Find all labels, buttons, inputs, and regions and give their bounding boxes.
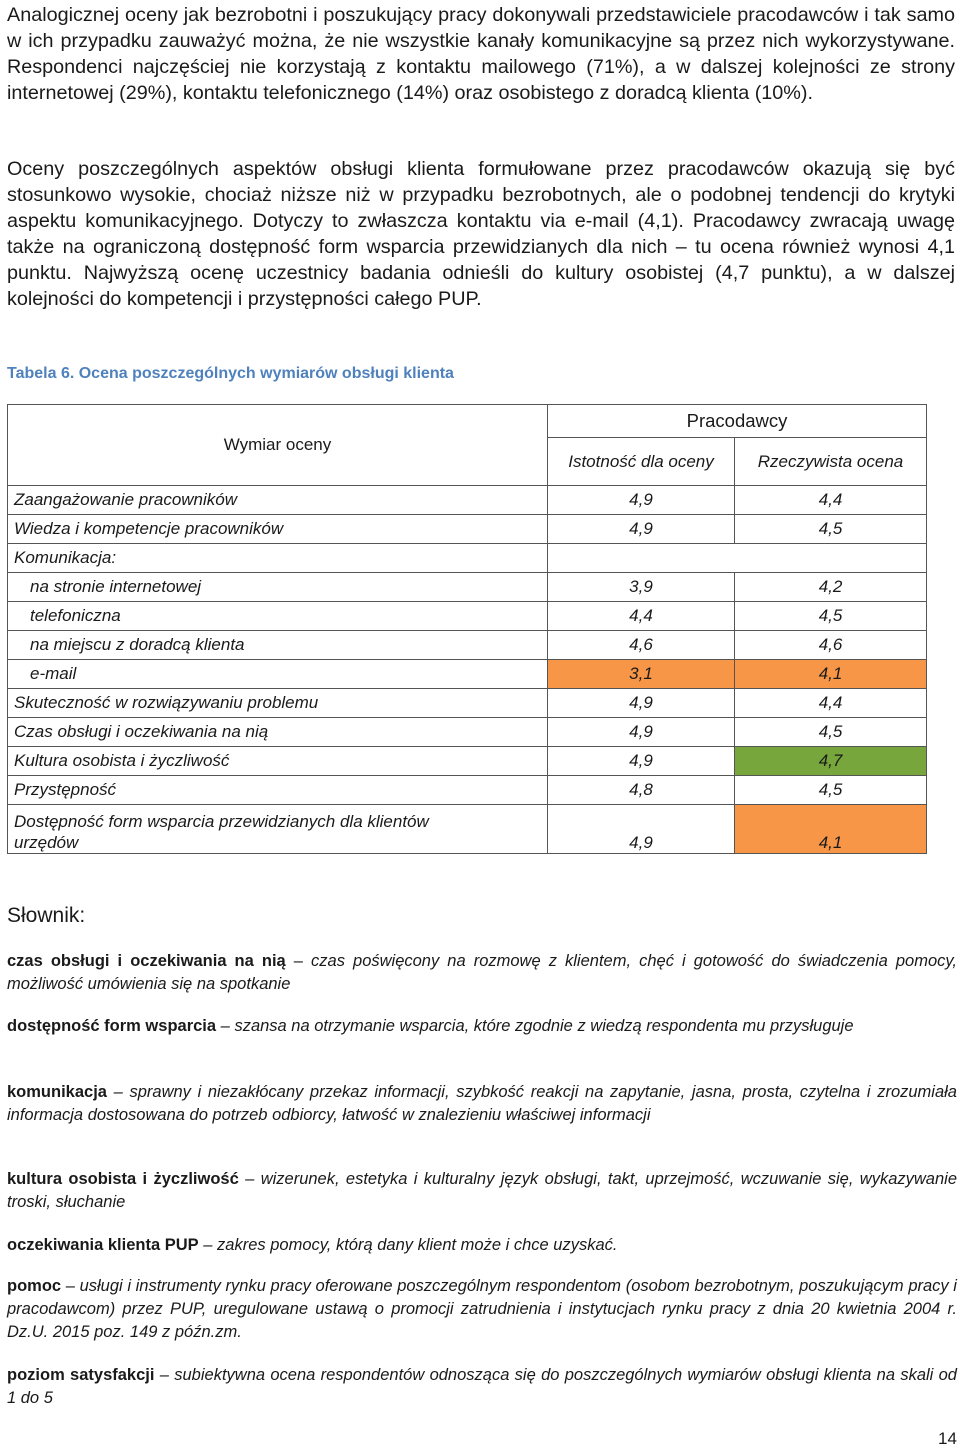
row-label: Komunikacja:	[8, 544, 548, 573]
glossary-definition: wizerunek, estetyka i kulturalny język obsługi, takt, uprzejmość, wczuwanie się, wykazywanie troski, słuchanie	[7, 1170, 957, 1211]
ocena-value: 4,4	[735, 486, 927, 515]
glossary-entry	[7, 950, 957, 996]
glossary-entry	[7, 1015, 957, 1038]
table-row	[8, 544, 927, 573]
row-label: telefoniczna	[8, 602, 548, 631]
row-label: e-mail	[8, 660, 548, 689]
glossary-definition: czas poświęcony na rozmowę z klientem, chęć i gotowość do świadczenia pomocy, możliwość umówienia się na spotkanie	[7, 952, 957, 993]
ocena-value: 4,2	[735, 573, 927, 602]
glossary-definition: szansa na otrzymanie wsparcia, które zgodnie z wiedzą respondenta mu przysługuje	[234, 1017, 854, 1035]
glossary-entry	[7, 1081, 957, 1127]
glossary-definition: sprawny i niezakłócany przekaz informacji, szybkość reakcji na zapytanie, jasna, prosta, czytelna i zrozumiała informacja dostosowana do potrzeb odbiorcy, łatwość w znalezieniu właściwej informacji	[7, 1083, 957, 1124]
table-row	[8, 660, 927, 689]
glossary-title: Słownik:	[7, 904, 86, 927]
row-label: na miejscu z doradcą klienta	[8, 631, 548, 660]
istotnosc-value: 4,9	[548, 515, 735, 544]
dash: –	[159, 1366, 169, 1384]
table-row	[8, 515, 927, 544]
table-row	[8, 776, 927, 805]
paragraph-2: Oceny poszczególnych aspektów obsługi klienta formułowane przez pracodawców okazują się być stosunkowo wysokie, chociaż niższe niż w przypadku bezrobotnych, ale o podobnej tendencji do krytyki aspektu komunikacyjnego. Dotyczy to zwłaszcza kontaktu via e-mail (4,1). Pracodawcy zwracają uwagę także na ograniczoną dostępność form wsparcia przewidzianych dla nich – tu ocena również wynosi 4,1 punktu. Najwyższą ocenę uczestnicy badania odnieśli do kultury osobistej (4,7 punktu), a w dalszej kolejności do kompetencji i przystępności całego PUP.	[7, 158, 955, 310]
header-istotnosc: Istotność dla oceny	[548, 438, 735, 486]
ocena-value: 4,5	[735, 515, 927, 544]
istotnosc-value: 3,9	[548, 573, 735, 602]
istotnosc-value: 4,9	[548, 486, 735, 515]
glossary-definition: subiektywna ocena respondentów odnosząca się do poszczególnych wymiarów obsługi klienta na skali od 1 do 5	[7, 1366, 957, 1407]
row-label: Kultura osobista i życzliwość	[8, 747, 548, 776]
istotnosc-value-highlight: 3,1	[548, 660, 735, 689]
glossary-term: dostępność form wsparcia	[7, 1017, 217, 1035]
glossary-entry	[7, 1364, 957, 1410]
istotnosc-value: 4,9	[548, 805, 735, 854]
dash: –	[293, 952, 303, 970]
dash: –	[65, 1277, 75, 1295]
table-caption: Tabela 6. Ocena poszczególnych wymiarów obsługi klienta	[7, 365, 454, 382]
glossary-entry	[7, 1275, 957, 1344]
table-row	[8, 689, 927, 718]
table-row	[8, 486, 927, 515]
table-row	[8, 805, 927, 854]
ratings-table	[7, 404, 927, 854]
row-label: Skuteczność w rozwiązywaniu problemu	[8, 689, 548, 718]
glossary-entry	[7, 1234, 957, 1257]
istotnosc-value: 4,8	[548, 776, 735, 805]
header-wymiar-oceny: Wymiar oceny	[8, 405, 548, 486]
glossary-term: pomoc	[7, 1277, 62, 1295]
row-label-line1: Dostępność form wsparcia przewidzianych dla klientów	[14, 812, 429, 831]
dash: –	[203, 1236, 213, 1254]
dash: –	[245, 1170, 255, 1188]
table-row	[8, 718, 927, 747]
glossary-term: oczekiwania klienta PUP	[7, 1236, 199, 1254]
row-label: Czas obsługi i oczekiwania na nią	[8, 718, 548, 747]
page-number: 14	[938, 1429, 957, 1448]
paragraph-1: Analogicznej oceny jak bezrobotni i poszukujący pracy dokonywali przedstawiciele pracodawców i tak samo w ich przypadku zauważyć można, że nie wszystkie kanały komunikacyjne są przez nich wykorzystywane. Respondenci najczęściej nie korzystają z kontaktu mailowego (71%), a w dalszej kolejności ze strony internetowej (29%), kontaktu telefonicznego (14%) oraz osobistego z doradcą klienta (10%).	[7, 4, 955, 104]
ocena-value-highlight: 4,1	[735, 660, 927, 689]
ocena-value: 4,6	[735, 631, 927, 660]
table-row	[8, 573, 927, 602]
istotnosc-value: 4,9	[548, 747, 735, 776]
glossary-term: poziom satysfakcji	[7, 1366, 155, 1384]
glossary-definition: usługi i instrumenty rynku pracy oferowane poszczególnym respondentom (osobom bezrobotnym, poszukującym pracy i pracodawcom) przez PUP, uregulowane ustawą o promocji zatrudnienia i instytucjach rynku pracy z dnia 20 kwietnia 2004 r. Dz.U. 2015 poz. 149 z późn.zm.	[7, 1277, 957, 1341]
header-rzeczywista: Rzeczywista ocena	[735, 438, 927, 486]
row-label: Wiedza i kompetencje pracowników	[8, 515, 548, 544]
header-pracodawcy: Pracodawcy	[548, 405, 927, 438]
table-row	[8, 747, 927, 776]
dash: –	[220, 1017, 230, 1035]
row-label: na stronie internetowej	[8, 573, 548, 602]
istotnosc-value: 4,6	[548, 631, 735, 660]
dash: –	[113, 1083, 123, 1101]
ocena-value: 4,5	[735, 776, 927, 805]
istotnosc-value: 4,4	[548, 602, 735, 631]
table-row	[8, 602, 927, 631]
row-label	[8, 805, 548, 854]
istotnosc-value: 4,9	[548, 689, 735, 718]
table-row	[8, 631, 927, 660]
ocena-value: 4,4	[735, 689, 927, 718]
glossary-term: kultura osobista i życzliwość	[7, 1170, 239, 1188]
glossary-term: komunikacja	[7, 1083, 107, 1101]
glossary-term: czas obsługi i oczekiwania na nią	[7, 952, 286, 970]
ocena-value-highlight: 4,1	[735, 805, 927, 854]
ocena-value: 4,5	[735, 718, 927, 747]
empty-cell	[548, 544, 927, 573]
glossary-entry	[7, 1168, 957, 1214]
ocena-value-highlight: 4,7	[735, 747, 927, 776]
glossary-definition: zakres pomocy, którą dany klient może i chce uzyskać.	[217, 1236, 618, 1254]
row-label: Przystępność	[8, 776, 548, 805]
row-label-line2: urzędów	[14, 833, 79, 852]
ocena-value: 4,5	[735, 602, 927, 631]
row-label: Zaangażowanie pracowników	[8, 486, 548, 515]
istotnosc-value: 4,9	[548, 718, 735, 747]
